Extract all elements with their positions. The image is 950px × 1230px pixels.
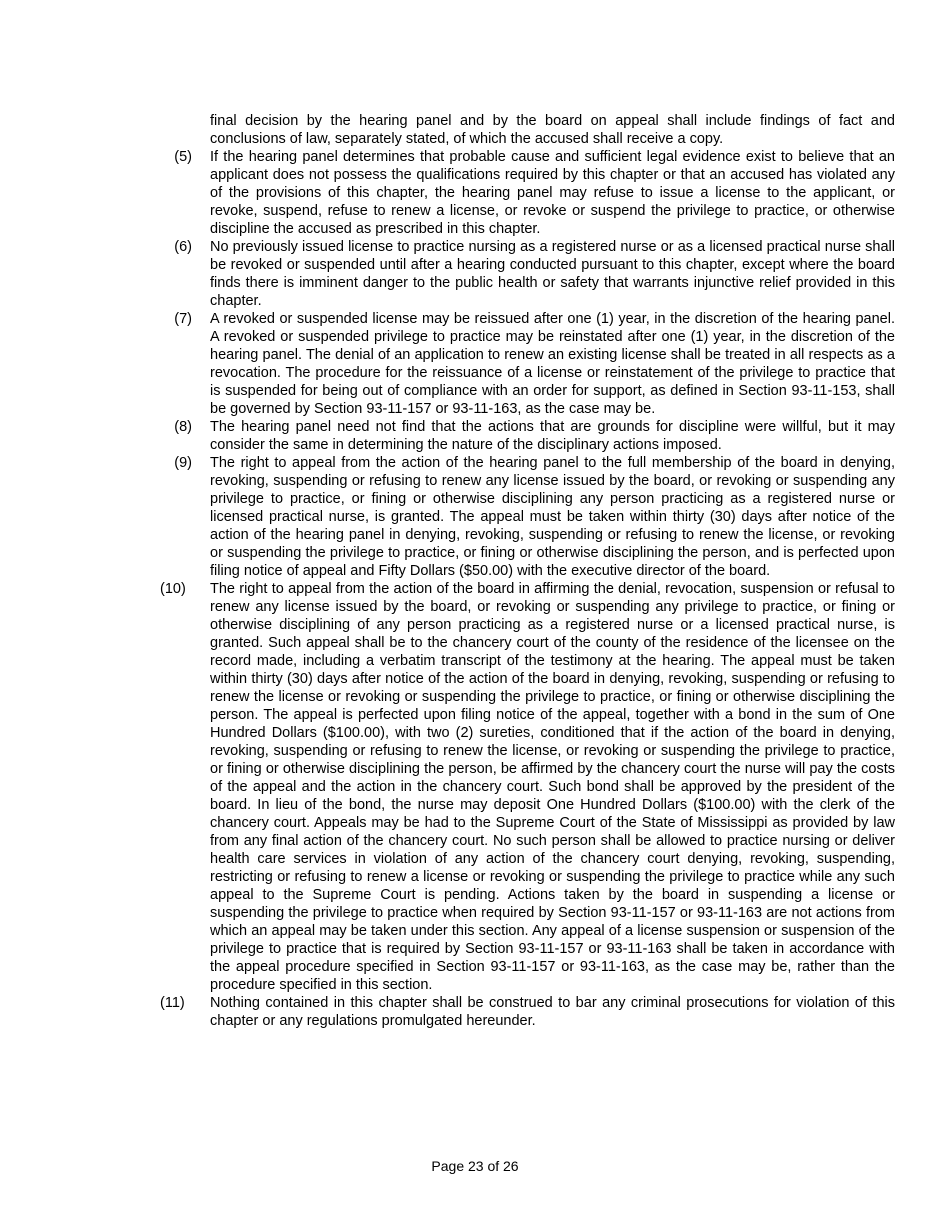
item-number: (9) — [174, 455, 192, 471]
item-number: (8) — [174, 419, 192, 435]
list-item-5 — [160, 148, 895, 238]
list-item-9 — [160, 454, 895, 580]
item-number: (5) — [174, 149, 192, 165]
item-text: A revoked or suspended license may be reissued after one (1) year, in the discretion of the hearing panel. A revoked or suspended privilege to practice may be reinstated after one (1) year, in the discretion of the hearing panel. The denial of an application to renew an existing license shall be treated in all respects as a revocation. The procedure for the reissuance of a license or reinstatement of the privilege to practice that is suspended for being out of compliance with an order for support, as defined in Section 93-11-153, shall be governed by Section 93-11-157 or 93-11-163, as the case may be. — [210, 311, 895, 417]
item-number: (10) — [160, 581, 186, 597]
list-item-10 — [160, 580, 895, 994]
document-body — [160, 112, 895, 1030]
item-text: The right to appeal from the action of the hearing panel to the full membership of the board in denying, revoking, suspending or refusing to renew any license issued by the board, or revoking or suspending any privilege to practice, or fining or otherwise disciplining any person practicing as a registered nurse or licensed practical nurse, is granted. The appeal must be taken within thirty (30) days after notice of the action of the hearing panel in denying, revoking, suspending or refusing to renew the license, or revoking or suspending the privilege to practice, or fining or otherwise disciplining the person, and is perfected upon filing notice of appeal and Fifty Dollars ($50.00) with the executive director of the board. — [210, 455, 895, 579]
item-text: The right to appeal from the action of the board in affirming the denial, revocation, suspension or refusal to renew any license issued by the board, or revoking or suspending any privilege to practice, or fining or otherwise disciplining of any person practicing as a registered nurse or a licensed practical nurse, is granted. Such appeal shall be to the chancery court of the county of the residence of the licensee on the record made, including a verbatim transcript of the testimony at the hearing. The appeal must be taken within thirty (30) days after notice of the action of the board in denying, revoking, suspending or refusing to renew the license or revoking or suspending the privilege to practice, or fining or otherwise disciplining the person. The appeal is perfected upon filing notice of the appeal, together with a bond in the sum of One Hundred Dollars ($100.00), with two (2) sureties, conditioned that if the action of the board in denying, revoking, suspending or refusing to renew the license, or revoking or suspending the privilege to practice, or fining or otherwise disciplining the person, be affirmed by the chancery court the nurse will pay the costs of the appeal and the action in the chancery court. Such bond shall be approved by the president of the board. In lieu of the bond, the nurse may deposit One Hundred Dollars ($100.00) with the clerk of the chancery court. Appeals may be had to the Supreme Court of the State of Mississippi as provided by law from any final action of the chancery court. No such person shall be allowed to practice nursing or deliver health care services in violation of any action of the chancery court denying, revoking, suspending, restricting or refusing to renew a license or revoking or suspending the privilege to practice while any such appeal to the Supreme Court is pending. Actions taken by the board in suspending a license or suspending the privilege to practice when required by Section 93-11-157 or 93-11-163 are not actions from which an appeal may be taken under this section. Any appeal of a license suspension or suspension of the privilege to practice that is required by Section 93-11-157 or 93-11-163 shall be taken in accordance with the appeal procedure specified in Section 93-11-157 or 93-11-163, as the case may be, rather than the procedure specified in this section. — [210, 581, 895, 993]
item-text: Nothing contained in this chapter shall be construed to bar any criminal prosecutions for violation of this chapter or any regulations promulgated hereunder. — [210, 995, 895, 1029]
item-number: (7) — [174, 311, 192, 327]
item-text: The hearing panel need not find that the actions that are grounds for discipline were willful, but it may consider the same in determining the nature of the disciplinary actions imposed. — [210, 419, 895, 453]
continuation-paragraph: final decision by the hearing panel and by the board on appeal shall include findings of fact and conclusions of law, separately stated, of which the accused shall receive a copy. — [210, 113, 895, 147]
list-item-7 — [160, 310, 895, 418]
item-number: (6) — [174, 239, 192, 255]
item-text: If the hearing panel determines that probable cause and sufficient legal evidence exist to believe that an applicant does not possess the qualifications required by this chapter or that an accused has violated any of the provisions of this chapter, the hearing panel may refuse to issue a license to the applicant, or revoke, suspend, refuse to renew a license, or revoke or suspend the privilege to practice, or otherwise discipline the accused as prescribed in this chapter. — [210, 149, 895, 237]
item-number: (11) — [160, 995, 185, 1011]
list-item-6 — [160, 238, 895, 310]
list-item-11 — [160, 994, 895, 1030]
item-text: No previously issued license to practice nursing as a registered nurse or as a licensed practical nurse shall be revoked or suspended until after a hearing conducted pursuant to this chapter, except where the board finds there is imminent danger to the public health or safety that warrants injunctive relief provided in this chapter. — [210, 239, 895, 309]
list-item-8 — [160, 418, 895, 454]
page-number: Page 23 of 26 — [431, 1158, 519, 1174]
